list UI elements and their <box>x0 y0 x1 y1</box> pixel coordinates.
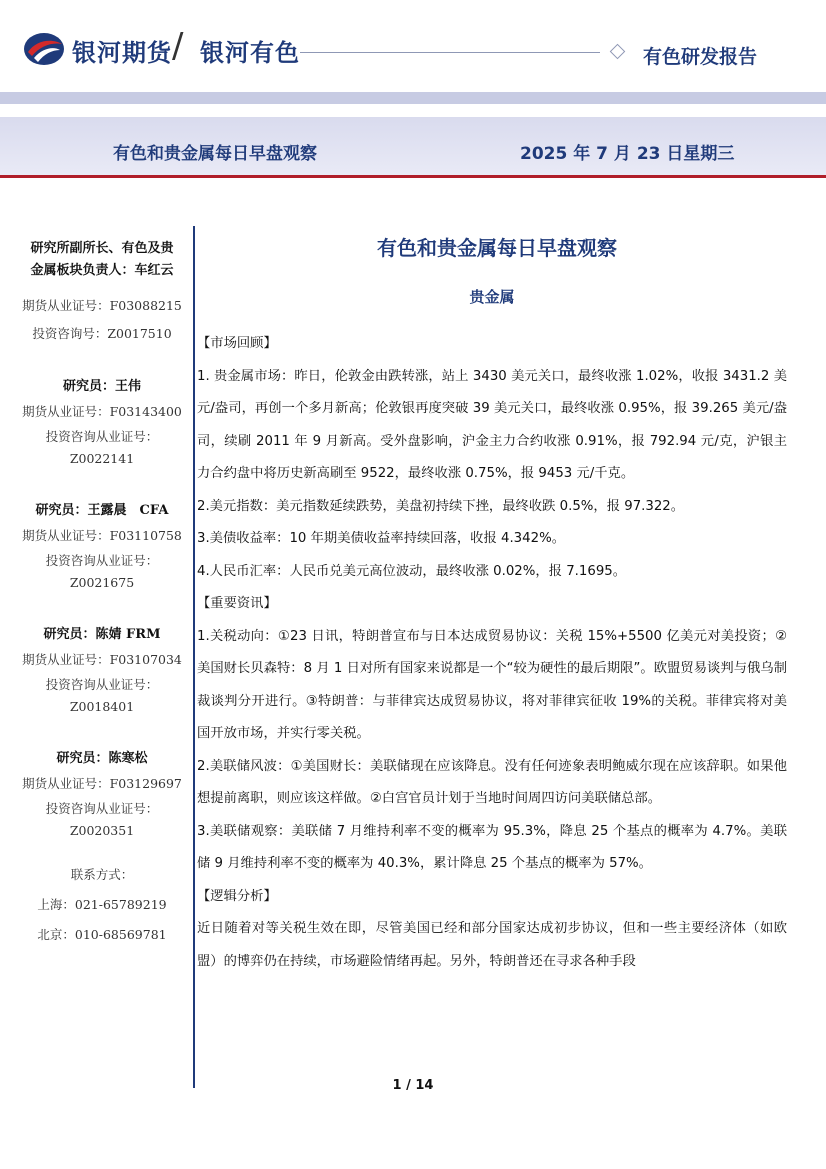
author-name: 金属板块负责人：车红云 <box>30 263 174 278</box>
main-content <box>197 230 787 978</box>
author-name: 研究员：陈婧 FRM <box>43 627 161 642</box>
brand-name: 银河期货 <box>72 39 172 67</box>
review-treasury-yield: 3.美债收益率：10 年期美债收益率持续回落，收报 4.342%。 <box>197 531 565 546</box>
license-number: 投资咨询号：Z0017510 <box>32 326 172 341</box>
brand-sub-name: 银河有色 <box>200 39 300 67</box>
license-number: Z0021675 <box>69 575 135 590</box>
license-label: 投资咨询从业证号： <box>45 429 159 444</box>
license-label: 投资咨询从业证号： <box>45 677 159 692</box>
brand-divider: / <box>172 26 184 66</box>
heading-logic-analysis: 【逻辑分析】 <box>197 888 277 904</box>
galaxy-logo-icon <box>22 30 66 68</box>
license-label: 投资咨询从业证号： <box>45 553 159 568</box>
heading-key-news: 【重要资讯】 <box>197 596 277 611</box>
license-number: 期货从业证号：F03129697 <box>22 776 182 791</box>
title-bar <box>0 117 826 178</box>
license-number: Z0020351 <box>69 823 135 838</box>
sidebar-divider <box>193 226 195 1088</box>
license-number: 期货从业证号：F03107034 <box>22 652 182 667</box>
page-header <box>0 0 826 100</box>
report-date: 2025 年 7 月 23 日星期三 <box>520 144 735 164</box>
document-title: 有色和贵金属每日早盘观察 <box>377 236 617 260</box>
license-number: Z0022141 <box>69 451 135 466</box>
author-block <box>14 500 190 594</box>
license-label: 投资咨询从业证号： <box>45 801 159 816</box>
diamond-ornament-icon <box>610 44 626 60</box>
news-fed-watch: 3.美联储观察：美联储 7 月维持利率不变的概率为 95.3%，降息 25 个基点的概率为 4.7%。美联储 9 月维持利率不变的概率为 40.3%，累计降息 25 个基点的概率为 57%。 <box>197 823 787 871</box>
review-precious-metals: 1. 贵金属市场：昨日，伦敦金由跌转涨，站上 3430 美元关口，最终收涨 1.02%，收报 3431.2 美元/盎司，再创一个多月新高；伦敦银再度突破 39 美元关口，最终收涨 0.95%，报 39.265 美元/盎司，续刷 2011 年 9 月新高。受外盘影响，沪金主力合约收涨 0.91%，报 792.94 元/克，沪银主力合约盘中将历史新高刷至 9522，最终收涨 0.75%，报 9453 元/千克。 <box>197 368 787 481</box>
author-name: 研究员：陈寒松 <box>56 751 148 766</box>
author-block <box>14 624 190 718</box>
sidebar-authors <box>14 238 190 950</box>
author-name: 研究员：王伟 <box>62 379 141 394</box>
license-number: Z0018401 <box>69 699 135 714</box>
license-number: 期货从业证号：F03110758 <box>22 528 182 543</box>
heading-market-review: 【市场回顾】 <box>197 336 277 351</box>
review-rmb-rate: 4.人民币汇率：人民币兑美元高位波动，最终收涨 0.02%，报 7.1695。 <box>197 563 627 579</box>
page-number: 1 / 14 <box>392 1078 434 1093</box>
logic-paragraph: 近日随着对等关税生效在即，尽管美国已经和部分国家达成初步协议，但和一些主要经济体（如欧盟）的博弈仍在持续，市场避险情绪再起。另外，特朗普还在寻求各种手段 <box>197 921 787 969</box>
author-block <box>14 376 190 470</box>
author-block <box>14 748 190 842</box>
author-name: 研究员：王露晨 CFA <box>35 503 169 518</box>
contact-label: 联系方式： <box>70 867 134 882</box>
license-number: 期货从业证号：F03143400 <box>22 404 182 419</box>
author-name: 研究所副所长、有色及贵 <box>30 241 174 256</box>
news-fed-turmoil: 2.美联储风波：①美国财长：美联储现在应该降息。没有任何迹象表明鲍威尔现在应该辞职。如果他想提前离职，则应该这样做。②白宫官员计划于当地时间周四访问美联储总部。 <box>197 758 787 806</box>
report-title: 有色和贵金属每日早盘观察 <box>113 144 317 164</box>
report-type: 有色研发报告 <box>643 46 758 68</box>
contact-phone-shanghai: 上海：021-65789219 <box>37 897 167 912</box>
header-band <box>0 92 826 104</box>
author-block <box>14 238 190 348</box>
contact-block <box>14 860 190 950</box>
review-dollar-index: 2.美元指数：美元指数延续跌势，美盘初持续下挫，最终收跌 0.5%，报 97.322。 <box>197 498 685 514</box>
license-number: 期货从业证号：F03088215 <box>22 298 182 313</box>
header-rule <box>300 52 600 53</box>
news-tariffs: 1.关税动向：①23 日讯，特朗普宣布与日本达成贸易协议：关税 15%+5500 亿美元对美投资；②美国财长贝森特：8 月 1 日对所有国家来说都是一个“较为硬性的最后期限”。欧盟贸易谈判与俄乌制裁谈判分开进行。③特朗普：与菲律宾达成贸易协议，将对菲律宾征收 19%的关税。菲律宾将对美国开放市场，并实行零关税。 <box>197 628 787 741</box>
section-title: 贵金属 <box>469 288 515 306</box>
contact-phone-beijing: 北京：010-68569781 <box>37 927 167 942</box>
